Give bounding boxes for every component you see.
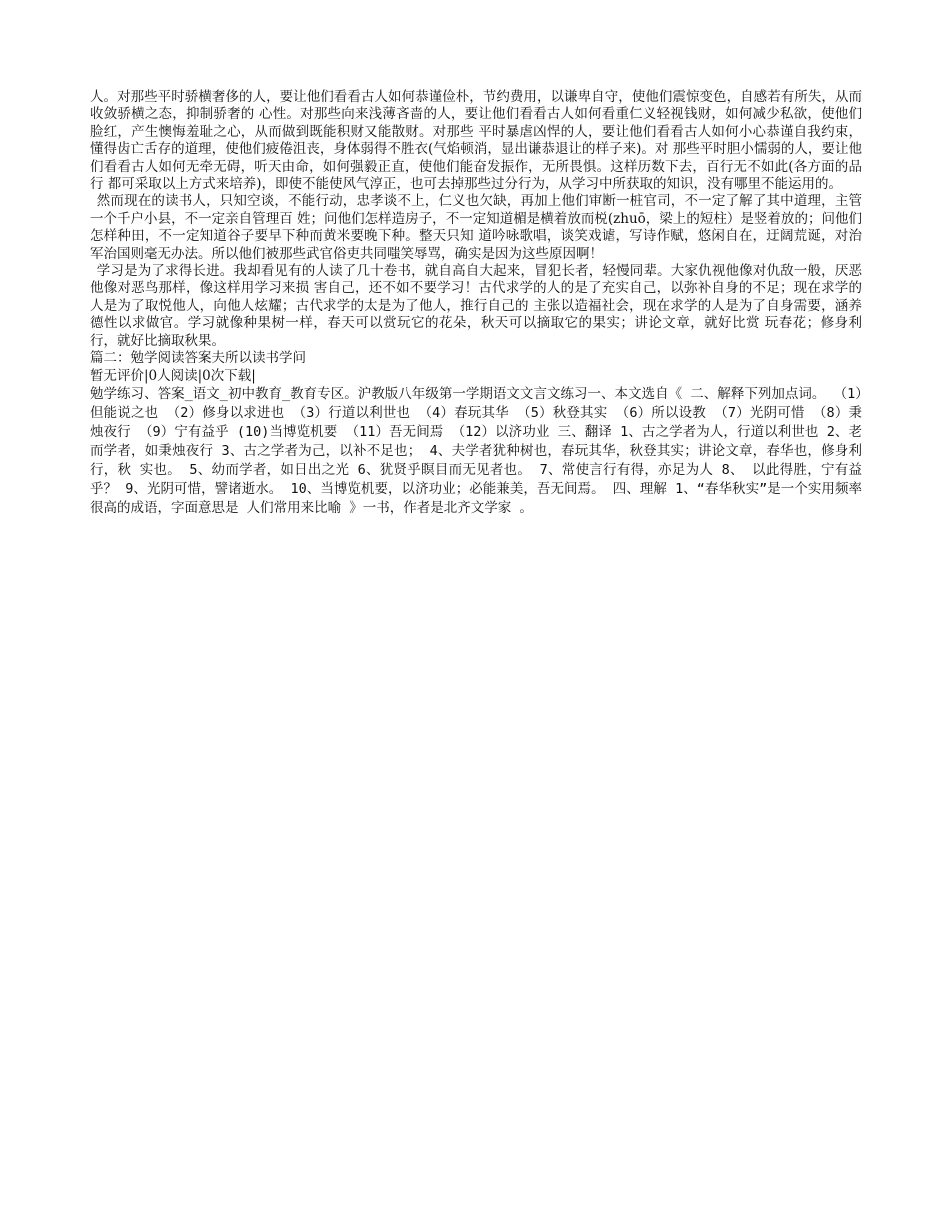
- document-page: [90, 89, 862, 518]
- section-title: 篇二：勉学阅读答案夫所以读书学问: [90, 350, 306, 367]
- paragraph-2: 然而现在的读书人，只知空谈，不能行动，忠孝谈不上，仁义也欠缺，再加上他们审断一桩官司，不一定了解了其中道理，主管一个千户小县，不一定亲自管理百 姓；问他们怎样造房子，不一定知道楣是横着放而棁(zhuō，梁上的短柱）是竖着放的；问他们怎样种田，不一定知道谷子要早下种而黄米要晚下种。整天只知 道吟咏歌唱，谈笑戏谑，写诗作赋，悠闲自在，迂阔荒诞，对治军治国则毫无办法。所以他们被那些武官俗吏共同嗤笑辱骂，确实是因为这些原因啊！: [90, 193, 862, 262]
- answer-paragraph: 勉学练习、答案_语文_初中教育_教育专区。沪教版八年级第一学期语文文言文练习一、本文选自《 二、解释下列加点词。 （1）但能说之也 （2）修身以求进也 （3）行道以利世也 （4）春玩其华 （5）秋登其实 （6）所以设教 （7）光阴可惜 （8）秉烛夜行 （9）宁有益乎 (10)当博览机要 （11）吾无间焉 （12）以济功业 三、翻译 1、古之学者为人，行道以利世也 2、老而学者，如秉烛夜行 3、古之学者为己，以补不足也； 4、夫学者犹种树也，春玩其华，秋登其实；讲论文章，春华也，修身利行，秋 实也。 5、幼而学者，如日出之光 6、犹贤乎瞑目而无见者也。 7、常使言行有得，亦足为人 8、 以此得胜，宁有益乎？ 9、光阴可惜，譬诸逝水。 10、当博览机要，以济功业；必能兼美，吾无间焉。 四、理解 1、“春华秋实”是一个实用频率很高的成语，字面意思是 人们常用来比喻 》一书，作者是北齐文学家 。: [90, 385, 862, 516]
- meta-line: 暂无评价|0人阅读|0次下载|: [90, 367, 256, 384]
- paragraph-1: 人。对那些平时骄横奢侈的人，要让他们看看古人如何恭谨俭朴，节约费用，以谦卑自守，使他们震惊变色，自感若有所失，从而收敛骄横之态，抑制骄奢的 心性。对那些向来浅薄吝啬的人，要让他们看看古人如何看重仁义轻视钱财，如何减少私欲，使他们脸红，产生懊悔羞耻之心，从而做到既能积财又能散财。对那些 平时暴虐凶悍的人，要让他们看看古人如何小心恭谨自我约束，懂得齿亡舌存的道理，使他们疲倦沮丧，身体弱得不胜衣(气焰顿消，显出谦恭退让的样子来)。对 那些平时胆小懦弱的人，要让他们看看古人如何无牵无碍，听天由命，如何强毅正直，使他们能奋发振作，无所畏惧。这样历数下去，百行无不如此(各方面的品行 都可采取以上方式来培养)，即使不能使风气淳正，也可去掉那些过分行为，从学习中所获取的知识，没有哪里不能运用的。: [90, 89, 862, 193]
- paragraph-3: 学习是为了求得长进。我却看见有的人读了几十卷书，就自高自大起来，冒犯长者，轻慢同辈。大家仇视他像对仇敌一般，厌恶他像对恶鸟那样，像这样用学习来损 害自己，还不如不要学习！古代求学的人的是了充实自己，以弥补自身的不足；现在求学的人是为了取悦他人，向他人炫耀；古代求学的太是为了他人，推行自己的 主张以造福社会，现在求学的人是为了自身需要，涵养德性以求做官。学习就像种果树一样，春天可以赏玩它的花朵，秋天可以摘取它的果实；讲论文章，就好比赏 玩春花；修身利行，就好比摘取秋果。: [90, 263, 862, 349]
